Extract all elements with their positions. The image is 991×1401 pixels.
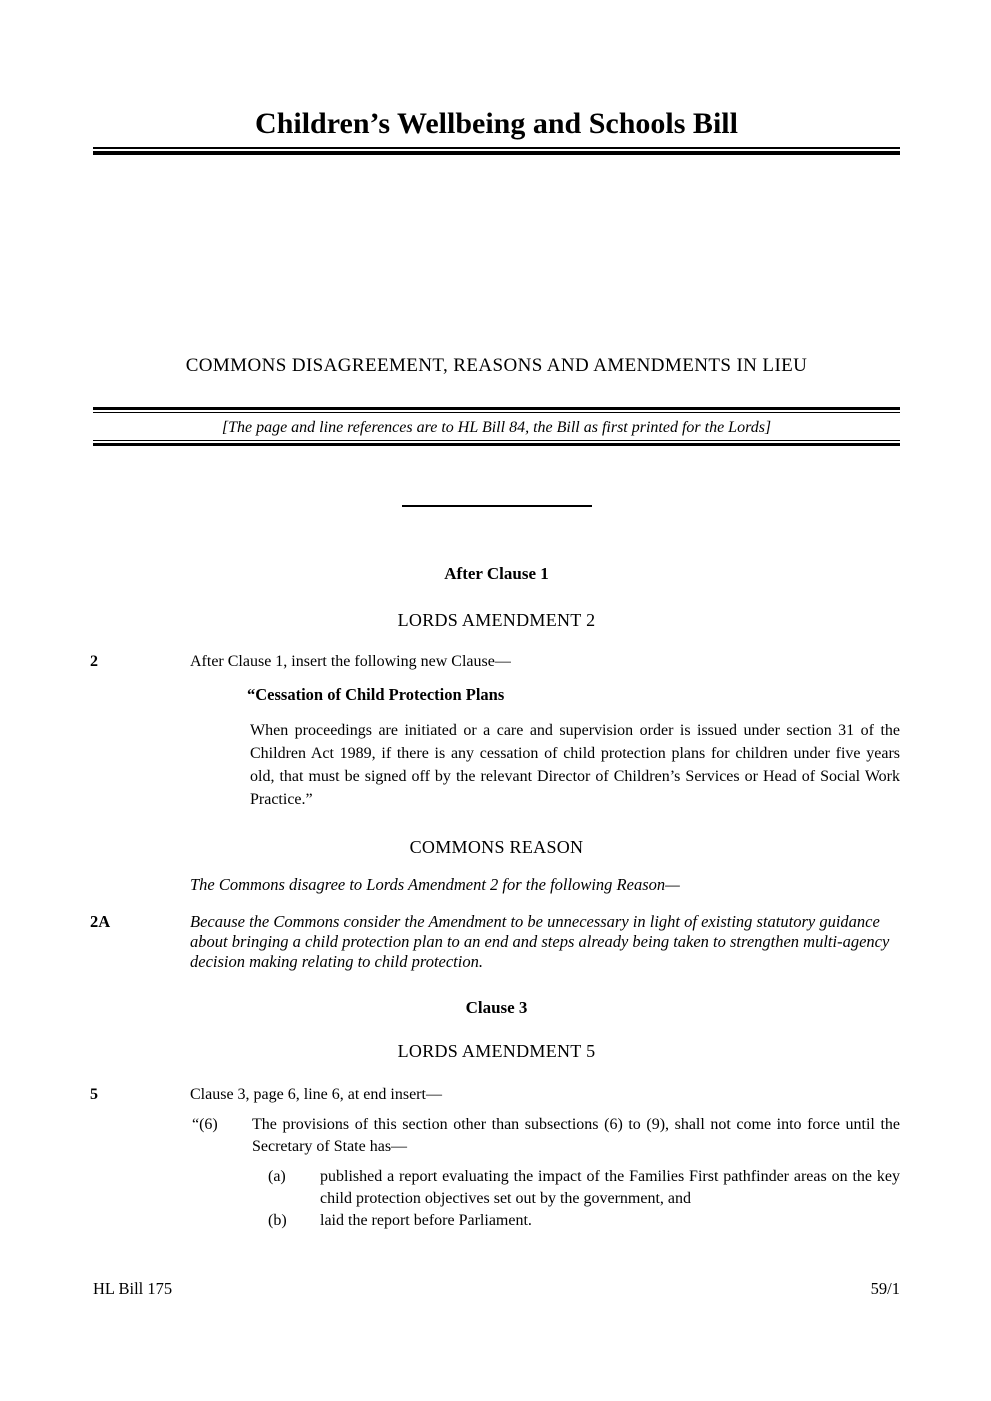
page-footer bbox=[93, 1279, 900, 1299]
title-rule bbox=[93, 147, 900, 155]
footer-session-number: 59/1 bbox=[870, 1279, 900, 1298]
commons-reason-heading: COMMONS REASON bbox=[409, 837, 584, 857]
item-b-label: (b) bbox=[268, 1212, 287, 1229]
amendment-2-text: After Clause 1, insert the following new Clause— bbox=[190, 653, 511, 670]
new-clause-body: When proceedings are initiated or a care and supervision order is issued under section 31 of the Children Act 1989, if there is any cessation of child protection plans for children under five years old, that must be signed off by the relevant Director of Children’s Services or Head of Social Work Practice.” bbox=[250, 722, 900, 808]
amendment-2-number: 2 bbox=[90, 653, 98, 670]
title-rule-thick-line bbox=[93, 151, 900, 155]
item-a-label: (a) bbox=[268, 1168, 286, 1185]
reason-2a-block bbox=[90, 912, 903, 972]
commons-disagree-line: The Commons disagree to Lords Amendment 2 for the following Reason— bbox=[190, 875, 680, 894]
document-content bbox=[90, 106, 900, 1232]
subsection-6 bbox=[192, 1114, 900, 1158]
subsection-6-text: The provisions of this section other than subsections (6) to (9), shall not come into force until the Secretary of State has— bbox=[252, 1116, 900, 1155]
document-title: Children’s Wellbeing and Schools Bill bbox=[255, 107, 738, 140]
lords-amendment-5-heading: LORDS AMENDMENT 5 bbox=[397, 1041, 596, 1061]
subsection-6-number: “(6) bbox=[192, 1116, 218, 1133]
amendment-2-line bbox=[90, 650, 900, 673]
amendment-5-line bbox=[90, 1083, 900, 1106]
ref-box-bottom-thick-line bbox=[93, 443, 900, 446]
subsection-6-item-a bbox=[268, 1166, 900, 1210]
reference-note: [The page and line references are to HL Bill 84, the Bill as first printed for the Lords] bbox=[221, 419, 772, 436]
new-clause-title: “Cessation of Child Protection Plans bbox=[247, 685, 505, 704]
document-type-heading: COMMONS DISAGREEMENT, REASONS AND AMENDMENTS IN LIEU bbox=[185, 355, 808, 376]
subsection-6-item-b bbox=[268, 1210, 900, 1232]
section-heading-after-clause-1: After Clause 1 bbox=[444, 564, 549, 583]
reason-2a-text: Because the Commons consider the Amendment to be unnecessary in light of existing statutory guidance about bringing a child protection plan to an end and steps already being taken to strengthen multi-agency decision making relating to child protection. bbox=[190, 912, 890, 971]
item-b-text: laid the report before Parliament. bbox=[320, 1212, 532, 1229]
footer-bill-number: HL Bill 175 bbox=[93, 1279, 173, 1298]
amendment-5-text: Clause 3, page 6, line 6, at end insert— bbox=[190, 1086, 442, 1103]
section-heading-clause-3: Clause 3 bbox=[465, 998, 528, 1017]
amendment-5-number: 5 bbox=[90, 1086, 98, 1103]
lords-amendment-2-heading: LORDS AMENDMENT 2 bbox=[397, 610, 596, 630]
item-a-text: published a report evaluating the impact of the Families First pathfinder areas on the key child protection objectives set out by the government, and bbox=[320, 1168, 900, 1207]
reference-note-box bbox=[93, 407, 900, 446]
reason-2a-number: 2A bbox=[90, 912, 111, 931]
section-divider-rule bbox=[402, 505, 592, 507]
